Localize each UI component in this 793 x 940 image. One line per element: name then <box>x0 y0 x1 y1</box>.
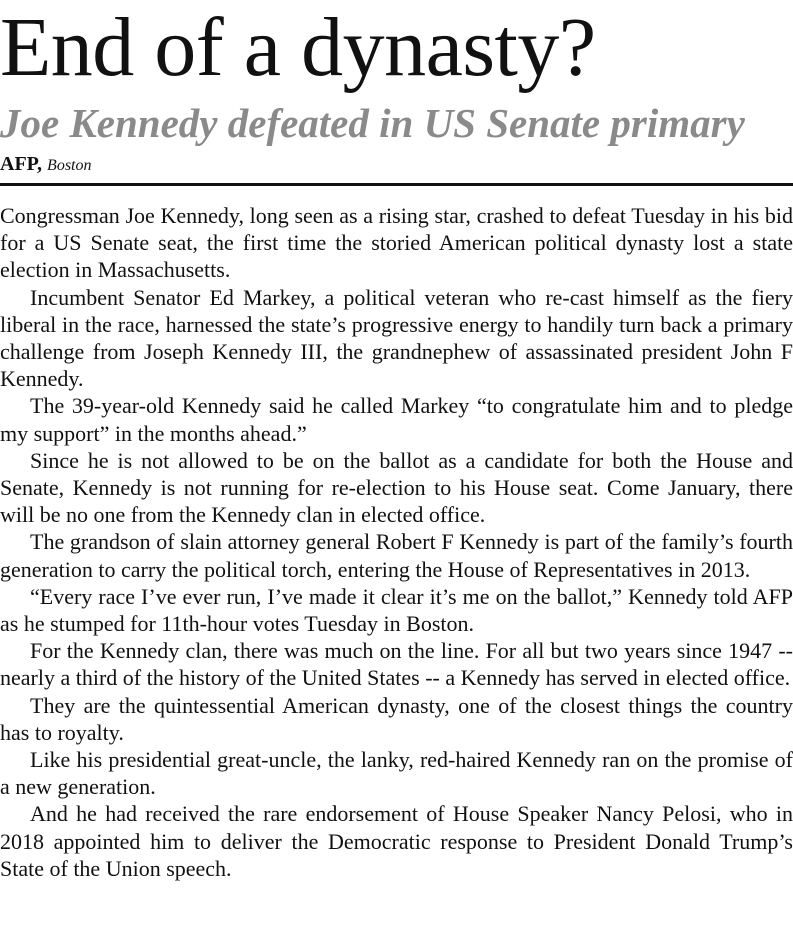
article-paragraph: The grandson of slain attorney general Robert F Kennedy is part of the family’s fourth generation to carry the political torch, entering the House of Representatives in 2013. <box>0 529 793 582</box>
article-paragraph: And he had received the rare endorsement of House Speaker Nancy Pelosi, who in 2018 appointed him to deliver the Democratic response to President Donald Trump’s State of the Union speech. <box>0 801 793 881</box>
article-paragraph: The 39-year-old Kennedy said he called Markey “to congratulate him and to pledge my support” in the months ahead.” <box>0 393 793 446</box>
byline <box>0 151 92 179</box>
article-paragraph: Like his presidential great-uncle, the lanky, red-haired Kennedy ran on the promise of a new generation. <box>0 747 793 800</box>
subheadline: Joe Kennedy defeated in US Senate primary <box>0 100 745 146</box>
article-paragraph: Since he is not allowed to be on the ballot as a candidate for both the House and Senate, Kennedy is not running for re-election to his House seat. Come January, there will be no one from the Kennedy clan in elected office. <box>0 447 793 528</box>
article-paragraph: Incumbent Senator Ed Markey, a political veteran who re-cast himself as the fiery liberal in the race, harnessed the state’s progressive energy to handily turn back a primary challenge from Joseph Kennedy III, the grandnephew of assassinated president John F Kennedy. <box>0 284 793 392</box>
byline-location: Boston <box>47 157 92 174</box>
article-paragraph: They are the quintessential American dynasty, one of the closest things the country has to royalty. <box>0 692 793 745</box>
article-paragraph: For the Kennedy clan, there was much on the line. For all but two years since 1947 -- nearly a third of the history of the United States -- a Kennedy has served in elected office. <box>0 638 793 691</box>
byline-agency: AFP, <box>0 153 43 175</box>
header-rule <box>0 183 793 186</box>
article-paragraph: “Every race I’ve ever run, I’ve made it clear it’s me on the ballot,” Kennedy told AFP as he stumped for 11th-hour votes Tuesday in Boston. <box>0 583 793 637</box>
article-body <box>0 202 793 882</box>
headline: End of a dynasty? <box>0 1 596 94</box>
article-paragraph: Congressman Joe Kennedy, long seen as a rising star, crashed to defeat Tuesday in his bid for a US Senate seat, the first time the storied American political dynasty lost a state election in Massachusetts. <box>0 203 793 283</box>
